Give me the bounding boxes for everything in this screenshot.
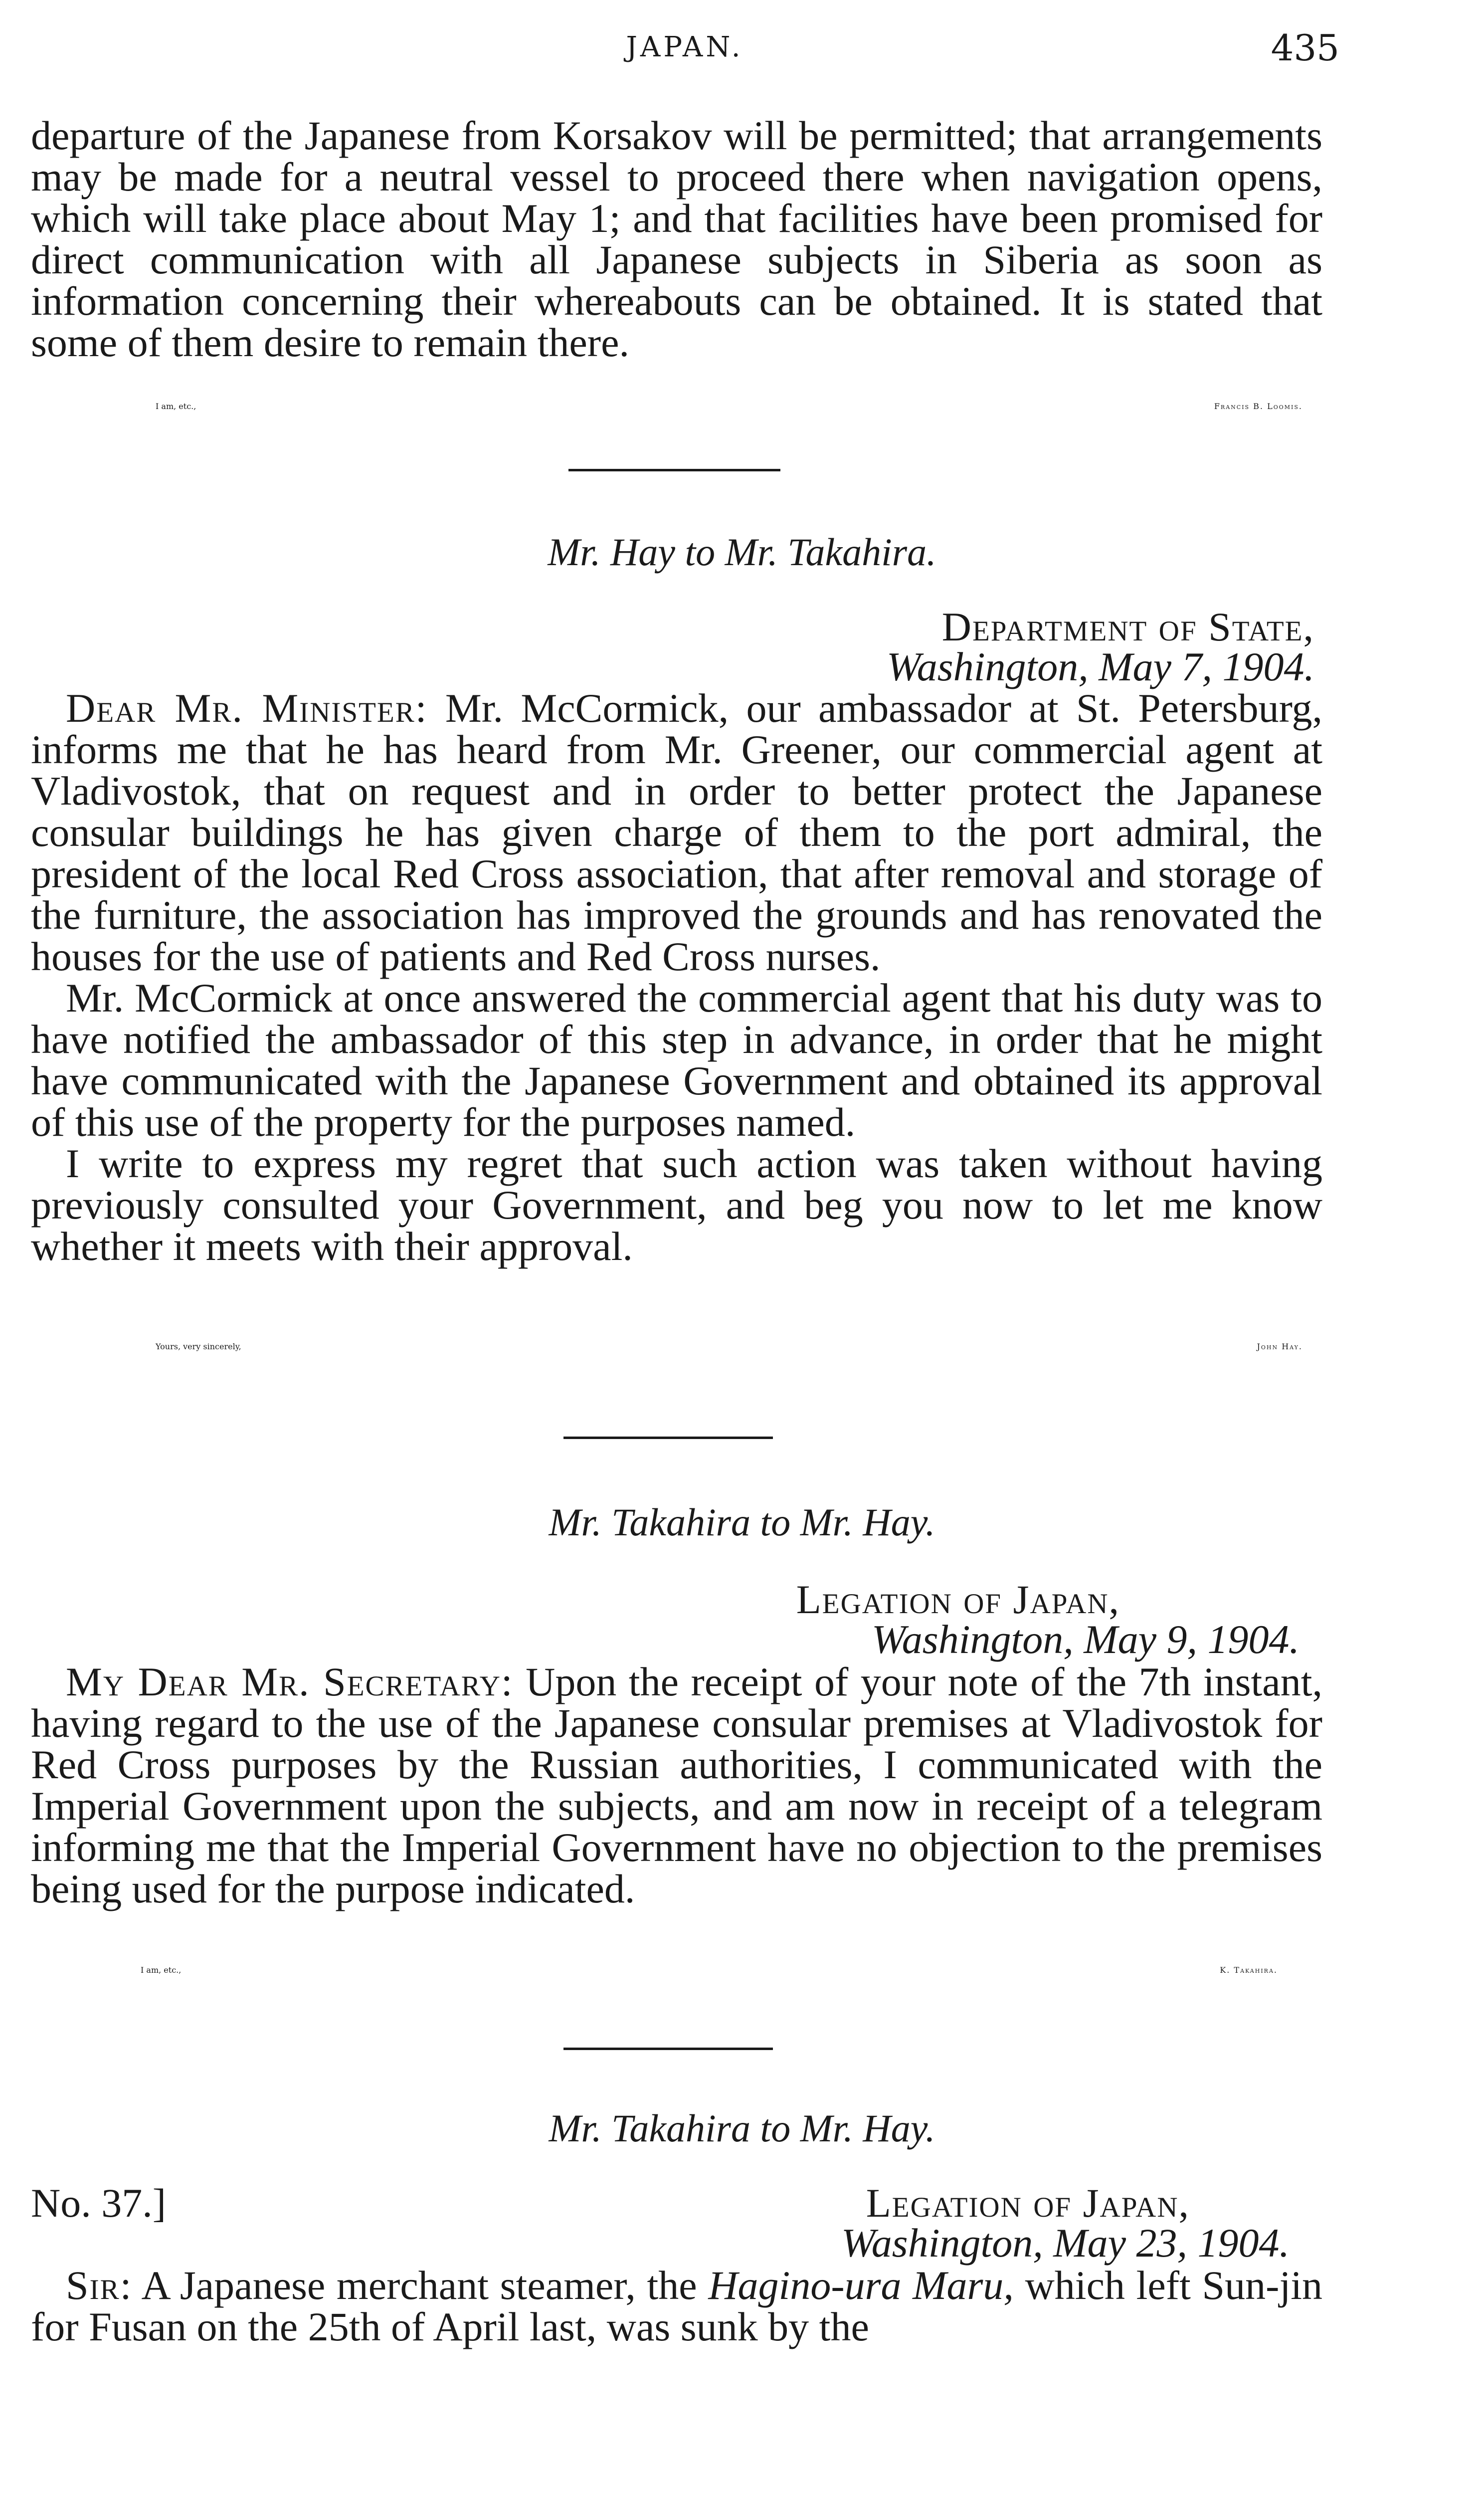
- closing-text: I am, etc.,: [156, 402, 196, 411]
- signature: Francis B. Loomis.: [1214, 402, 1302, 411]
- letter-date: Washington, May 23, 1904.: [841, 2220, 1290, 2266]
- running-title: JAPAN.: [626, 31, 743, 63]
- letter-body: [31, 1661, 1322, 1909]
- signature: K. Takahira.: [1220, 1965, 1278, 1975]
- closing-line-1: [31, 402, 1322, 443]
- paragraph-1-text: Upon the receipt of your note of the 7th instant, having regard to the use of the Japanese consular premises at Vladivostok for Red Cross purposes by the Russian authorities, I communicated with the Imperial Government upon the subjects, and am now in receipt of a telegram informing me that the Imperial Government have no objection to the premises being used for the purpose indicated.: [31, 1659, 1322, 1911]
- continuation-paragraph-block: [31, 115, 1322, 363]
- salutation: Sir:: [66, 2263, 133, 2308]
- paragraph-1: [31, 2265, 1322, 2347]
- letter-body: [31, 687, 1322, 1267]
- separator-rule: [568, 469, 780, 471]
- separator-rule: [563, 2048, 773, 2050]
- letter-date: Washington, May 7, 1904.: [887, 644, 1314, 689]
- paragraph-2: Mr. McCormick at once answered the commercial agent that his duty was to have notified the ambassador of this step in advance, in order that he might have communicated with the Japanese Government and obtained its approval of this use of the property for the purposes named.: [31, 975, 1322, 1145]
- signature: John Hay.: [1257, 1342, 1302, 1351]
- paragraph-1-end: which left Sun-jin for Fusan on the 25th of April last, was sunk by the: [31, 2263, 1323, 2349]
- dispatch-number: No. 37.]: [31, 2180, 167, 2226]
- salutation: Dear Mr. Minister:: [66, 685, 428, 731]
- ship-name: Hagino-ura Maru,: [708, 2263, 1014, 2308]
- letter-heading: Mr. Takahira to Mr. Hay.: [549, 2106, 935, 2150]
- sender-place: Legation of Japan,: [866, 2180, 1190, 2226]
- closing-text: Yours, very sincerely,: [156, 1342, 241, 1351]
- letter-date: Washington, May 9, 1904.: [872, 1617, 1299, 1662]
- paragraph-3: I write to express my regret that such action was taken without having previously consulted your Government, and beg you now to let me know whether it meets with their approval.: [31, 1141, 1322, 1269]
- salutation: My Dear Mr. Secretary:: [66, 1659, 514, 1704]
- paragraph-1-start: A Japanese merchant steamer, the: [141, 2263, 697, 2308]
- continuation-paragraph: departure of the Japanese from Korsakov will be permitted; that arrangements may be made for a neutral vessel to proceed there when navigation opens, which will take place about May 1; and that facilities have been promised for direct communication with all Japanese subjects in Siberia as soon as information concerning their whereabouts can be obtained. It is stated that some of them desire to remain there.: [31, 113, 1322, 365]
- paragraph-1: [31, 687, 1322, 977]
- letter-body: [31, 2265, 1322, 2347]
- sender-place: Legation of Japan,: [796, 1577, 1120, 1622]
- separator-rule: [563, 1437, 773, 1439]
- paragraph-1: [31, 1661, 1322, 1909]
- closing-text: I am, etc.,: [141, 1965, 182, 1975]
- running-header: [30, 27, 1339, 81]
- sender-place: Department of State,: [941, 604, 1314, 649]
- closing-line-2: [31, 1342, 1322, 1383]
- letter-heading: Mr. Hay to Mr. Takahira.: [548, 530, 936, 574]
- paragraph-1-text: Mr. McCormick, our ambassador at St. Petersburg, informs me that he has heard from Mr. Greener, our commercial agent at Vladivostok, that on request and in order to better protect the Japanese consular buildings he has given charge of them to the port admiral, the president of the local Red Cross association, that after removal and storage of the furniture, the association has improved the grounds and has renovated the houses for the use of patients and Red Cross nurses.: [31, 685, 1323, 979]
- letter-heading: Mr. Takahira to Mr. Hay.: [549, 1500, 935, 1544]
- page-number: 435: [1271, 27, 1339, 69]
- closing-line-3: [31, 1965, 1322, 2007]
